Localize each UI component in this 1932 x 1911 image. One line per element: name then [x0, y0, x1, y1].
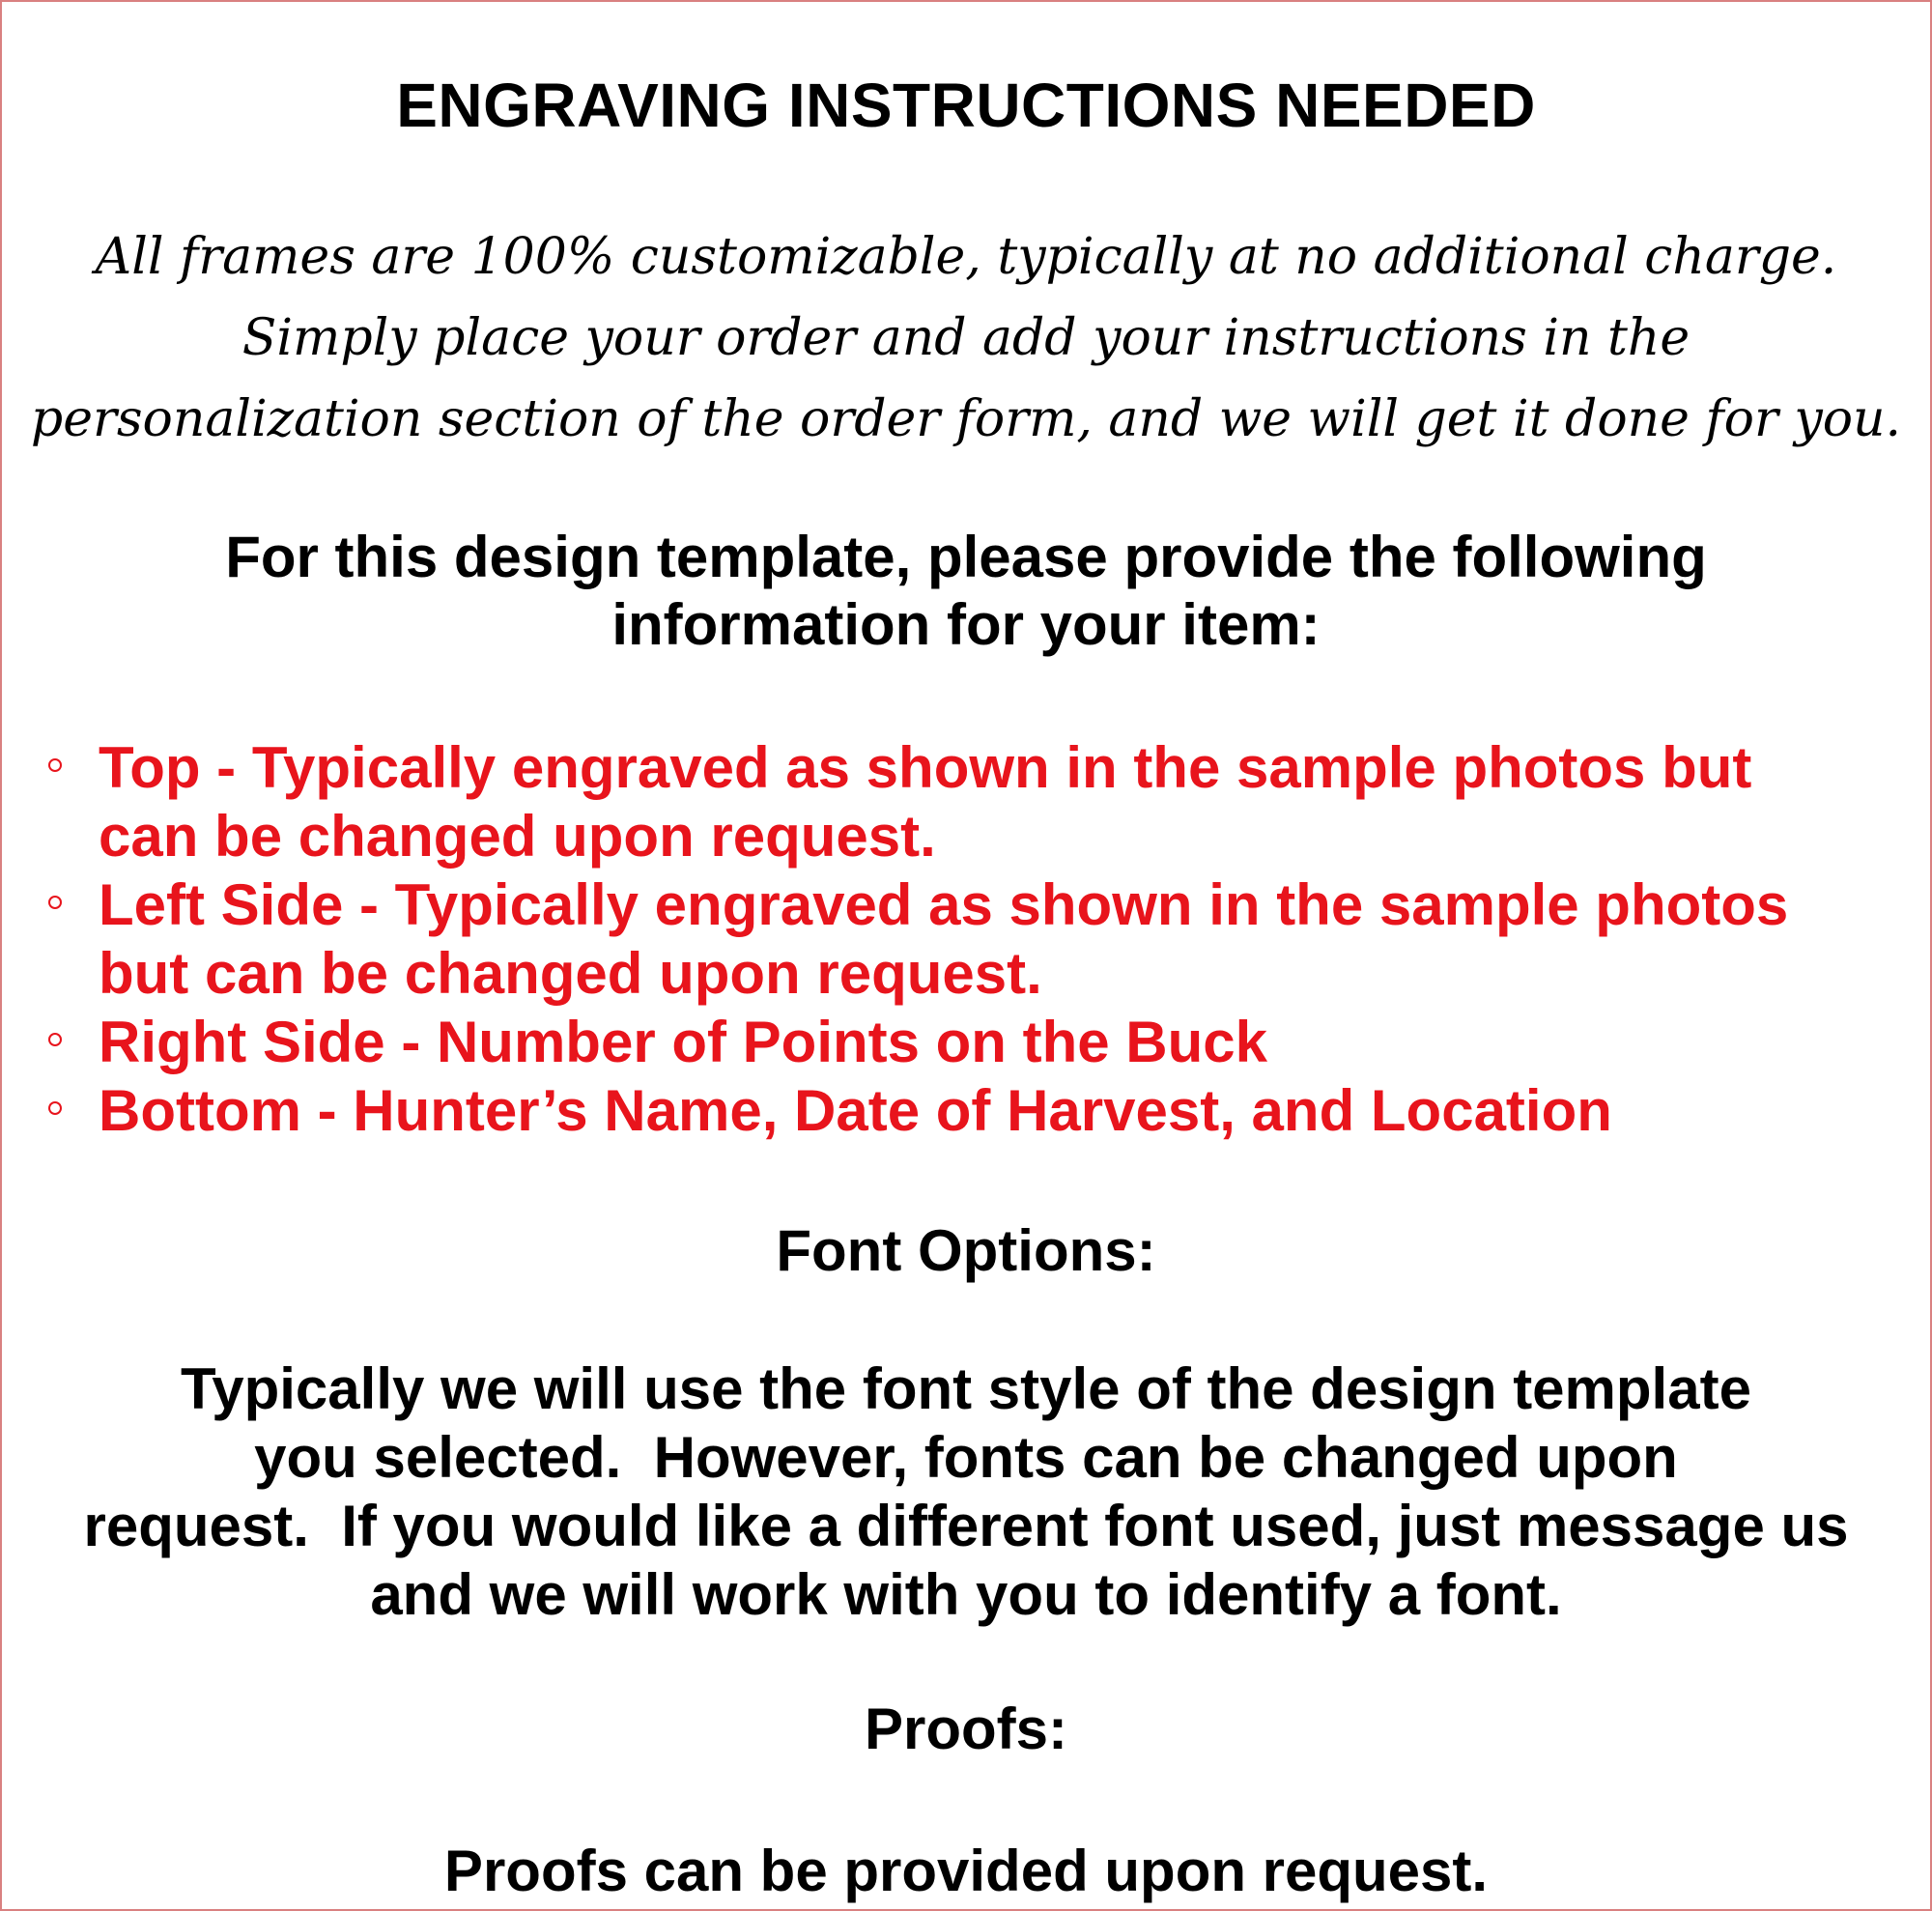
font-options-heading: Font Options:	[776, 1218, 1156, 1283]
page-title: ENGRAVING INSTRUCTIONS NEEDED	[396, 71, 1536, 140]
list-item-line: Right Side - Number of Points on the Buck	[99, 1010, 1268, 1074]
list-item-line: can be changed upon request.	[99, 804, 936, 869]
list-item-line: but can be changed upon request.	[99, 941, 1042, 1006]
intro-line: Simply place your order and add your instructions in the	[242, 309, 1690, 367]
font-options-line: you selected. However, fonts can be changed upon	[254, 1425, 1678, 1490]
intro-line: All frames are 100% customizable, typically at no additional charge.	[95, 228, 1837, 286]
list-item-line: Top - Typically engraved as shown in the sample photos but	[99, 735, 1752, 800]
engraving-item-list	[48, 733, 1913, 1145]
request-line: information for your item:	[611, 592, 1321, 657]
list-item-bottom	[48, 1076, 1913, 1145]
list-item-top	[48, 733, 1913, 870]
request-line: For this design template, please provide the following	[225, 525, 1707, 589]
request-paragraph	[2, 524, 1930, 659]
list-item-left-side	[48, 870, 1913, 1008]
list-item-line: Left Side - Typically engraved as shown in the sample photos	[99, 872, 1789, 937]
font-options-line: request. If you would like a different font used, just message us	[83, 1494, 1849, 1558]
intro-paragraph	[2, 216, 1930, 460]
proofs-heading: Proofs:	[865, 1697, 1067, 1761]
bullet-circle-icon	[48, 1101, 62, 1115]
font-options-paragraph	[2, 1355, 1930, 1629]
font-options-line: Typically we will use the font style of the design template	[181, 1356, 1751, 1421]
list-item-right-side	[48, 1008, 1913, 1076]
bullet-circle-icon	[48, 1033, 62, 1046]
list-item-line: Bottom - Hunter’s Name, Date of Harvest, and Location	[99, 1078, 1612, 1143]
intro-line: personalization section of the order form, and we will get it done for you.	[30, 390, 1902, 448]
bullet-circle-icon	[48, 896, 62, 909]
proofs-text: Proofs can be provided upon request.	[443, 1839, 1489, 1903]
font-options-line: and we will work with you to identify a font.	[370, 1562, 1562, 1627]
bullet-circle-icon	[48, 758, 62, 772]
